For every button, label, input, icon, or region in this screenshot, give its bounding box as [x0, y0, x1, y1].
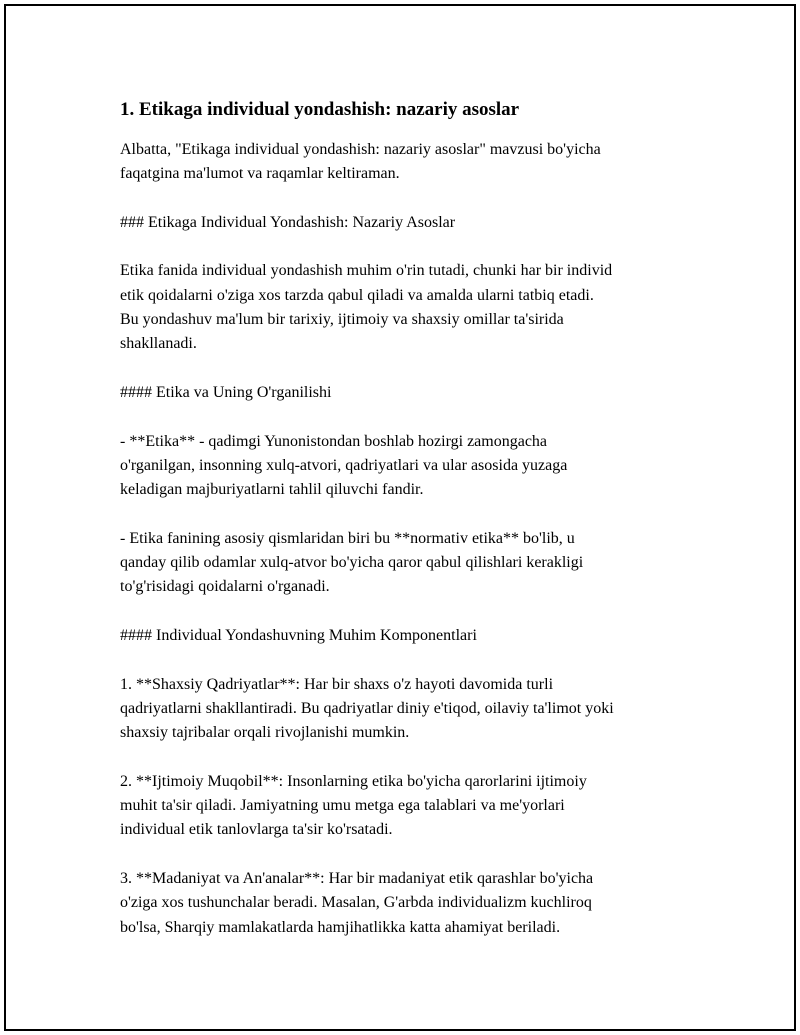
- numbered-item: [120, 673, 710, 746]
- text-line: #### Etika va Uning O'rganilishi: [120, 383, 332, 401]
- section-heading: [120, 211, 710, 235]
- text-line: o'ziga xos tushunchalar beradi. Masalan, G'arbda individualizm kuchliroq: [120, 894, 592, 912]
- document-body: [120, 98, 710, 964]
- numbered-item: [120, 770, 710, 843]
- text-line: - Etika fanining asosiy qismlaridan biri bu **normativ etika** bo'lib, u: [120, 529, 575, 547]
- text-line: bo'lsa, Sharqiy mamlakatlarda hamjihatlikka katta ahamiyat beriladi.: [120, 918, 561, 936]
- document-page: [4, 4, 796, 1031]
- text-line: - **Etika** - qadimgi Yunonistondan boshlab hozirgi zamongacha: [120, 432, 548, 450]
- list-item: [120, 527, 710, 600]
- text-line: ### Etikaga Individual Yondashish: Nazariy Asoslar: [120, 213, 456, 231]
- text-line: individual etik tanlovlarga ta'sir ko'rsatadi.: [120, 821, 393, 839]
- text-line: 2. **Ijtimoiy Muqobil**: Insonlarning etika bo'yicha qarorlarini ijtimoiy: [120, 772, 587, 790]
- document-title: 1. Etikaga individual yondashish: nazariy asoslar: [120, 99, 520, 120]
- list-item: [120, 430, 710, 503]
- text-line: qadriyatlarni shakllantiradi. Bu qadriyatlar diniy e'tiqod, oilaviy ta'limot yoki: [120, 699, 614, 717]
- text-line: to'g'risidagi qoidalarni o'rganadi.: [120, 578, 330, 596]
- text-line: Bu yondashuv ma'lum bir tarixiy, ijtimoiy va shaxsiy omillar ta'sirida: [120, 311, 564, 329]
- text-line: o'rganilgan, insonning xulq-atvori, qadriyatlari va ular asosida yuzaga: [120, 456, 568, 474]
- text-line: faqatgina ma'lumot va raqamlar keltiraman.: [120, 165, 400, 183]
- text-line: qanday qilib odamlar xulq-atvor bo'yicha qaror qabul qilishlari kerakligi: [120, 554, 584, 572]
- numbered-item: [120, 867, 710, 940]
- text-line: #### Individual Yondashuvning Muhim Komponentlari: [120, 626, 477, 644]
- text-line: muhit ta'sir qiladi. Jamiyatning umu metga ega talablari va me'yorlari: [120, 797, 565, 815]
- text-line: 3. **Madaniyat va An'analar**: Har bir madaniyat etik qarashlar bo'yicha: [120, 869, 594, 887]
- text-line: keladigan majburiyatlarni tahlil qiluvchi fandir.: [120, 481, 424, 499]
- text-line: Albatta, "Etikaga individual yondashish: nazariy asoslar" mavzusi bo'yicha: [120, 141, 601, 158]
- text-line: etik qoidalarni o'ziga xos tarzda qabul qiladi va amalda ularni tatbiq etadi.: [120, 286, 594, 304]
- text-line: Etika fanida individual yondashish muhim o'rin tutadi, chunki har bir individ: [120, 262, 613, 280]
- subsection-heading: [120, 624, 710, 648]
- paragraph: [120, 259, 710, 356]
- text-line: shaxsiy tajribalar orqali rivojlanishi mumkin.: [120, 724, 410, 742]
- text-line: shakllanadi.: [120, 335, 197, 353]
- subsection-heading: [120, 381, 710, 405]
- paragraph: [120, 138, 710, 187]
- text-line: 1. **Shaxsiy Qadriyatlar**: Har bir shaxs o'z hayoti davomida turli: [120, 675, 554, 693]
